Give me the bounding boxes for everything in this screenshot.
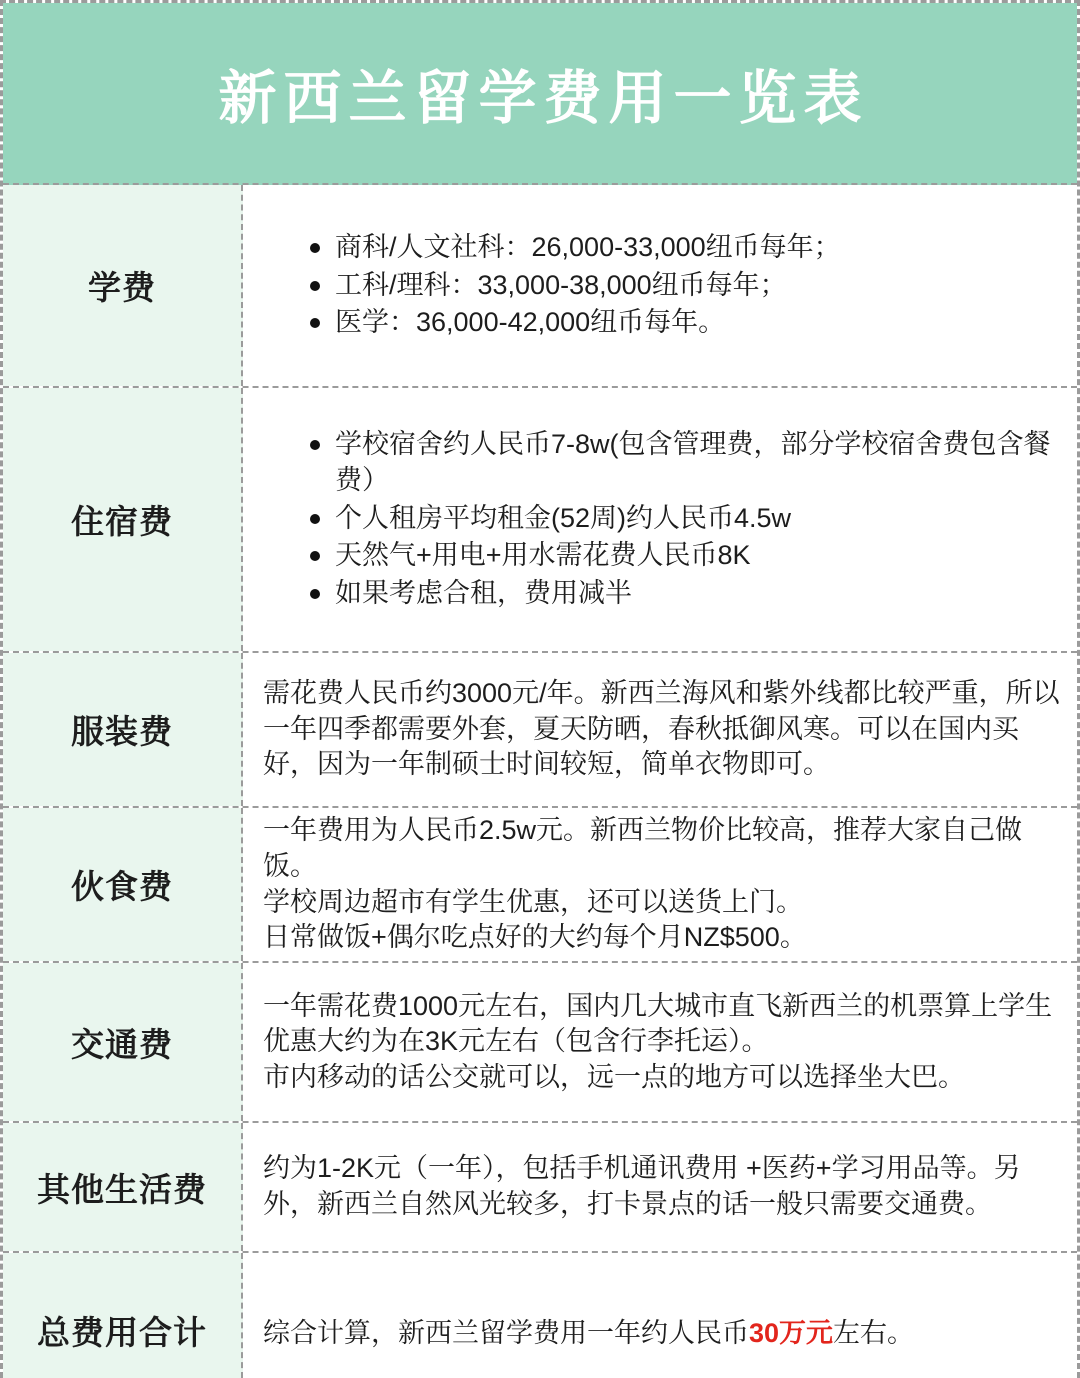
row-content-transport	[243, 963, 1077, 1121]
row-content-other-living	[243, 1123, 1077, 1251]
row-text-line: 市内移动的话公交就可以，远一点的地方可以选择坐大巴。	[263, 1061, 965, 1092]
bullet-item: 医学：36,000-42,000纽币每年。	[308, 305, 1063, 341]
row-text-line: 一年费用为人民币2.5w元。新西兰物价比较高，推荐大家自己做饭。	[263, 815, 1023, 881]
row-text-total	[263, 1316, 1063, 1352]
row-content-total	[243, 1253, 1077, 1378]
row-label-transport: 交通费	[3, 963, 243, 1121]
row-text: 约为1-2K元（一年），包括手机通讯费用 +医药+学习用品等。另外，新西兰自然风光较多，打卡景点的话一般只需要交通费。	[263, 1153, 1021, 1219]
bullet-item: 天然气+用电+用水需花费人民币8K	[308, 538, 1063, 574]
row-text-line: 学校周边超市有学生优惠，还可以送货上门。	[263, 886, 803, 917]
page-title: 新西兰留学费用一览表	[218, 66, 869, 131]
total-text-prefix: 综合计算，新西兰留学费用一年约人民币	[263, 1318, 749, 1349]
row-label-total: 总费用合计	[3, 1253, 243, 1378]
row-content-clothing	[243, 653, 1077, 806]
row-content-tuition	[243, 185, 1077, 386]
bullet-item: 商科/人文社科：26,000-33,000纽币每年；	[308, 230, 1063, 266]
table-row-transport	[3, 963, 1077, 1123]
table-row-tuition	[3, 185, 1077, 388]
row-label-accommodation: 住宿费	[3, 388, 243, 651]
table-row-total	[3, 1253, 1077, 1378]
total-text-suffix: 左右。	[833, 1318, 915, 1349]
row-text: 需花费人民币约3000元/年。新西兰海风和紫外线都比较严重，所以一年四季都需要外套，夏天防晒，春秋抵御风寒。可以在国内买好，因为一年制硕士时间较短，简单衣物即可。	[263, 678, 1060, 780]
row-content-accommodation	[243, 388, 1077, 651]
bullet-list	[308, 425, 1063, 613]
row-label-tuition: 学费	[3, 185, 243, 386]
bullet-list	[308, 228, 1063, 343]
bullet-item: 工科/理科：33,000-38,000纽币每年；	[308, 268, 1063, 304]
bullet-item: 个人租房平均租金(52周)约人民币4.5w	[308, 501, 1063, 537]
row-content-food	[243, 808, 1077, 961]
fees-table	[3, 185, 1077, 1378]
row-text-line: 日常做饭+偶尔吃点好的大约每个月NZ$500。	[263, 922, 807, 953]
row-label-clothing: 服装费	[3, 653, 243, 806]
row-label-food: 伙食费	[3, 808, 243, 961]
header-banner	[3, 3, 1077, 185]
total-amount-highlight: 30万元	[749, 1318, 834, 1349]
row-label-other-living: 其他生活费	[3, 1123, 243, 1251]
table-row-food	[3, 808, 1077, 963]
bullet-item: 学校宿舍约人民币7-8w(包含管理费，部分学校宿舍费包含餐费）	[308, 427, 1063, 498]
table-row-other-living	[3, 1123, 1077, 1253]
bullet-item: 如果考虑合租，费用减半	[308, 576, 1063, 612]
table-row-accommodation	[3, 388, 1077, 653]
row-text-line: 一年需花费1000元左右，国内几大城市直飞新西兰的机票算上学生优惠大约为在3K元左右（包含行李托运）。	[263, 990, 1053, 1057]
table-row-clothing	[3, 653, 1077, 808]
